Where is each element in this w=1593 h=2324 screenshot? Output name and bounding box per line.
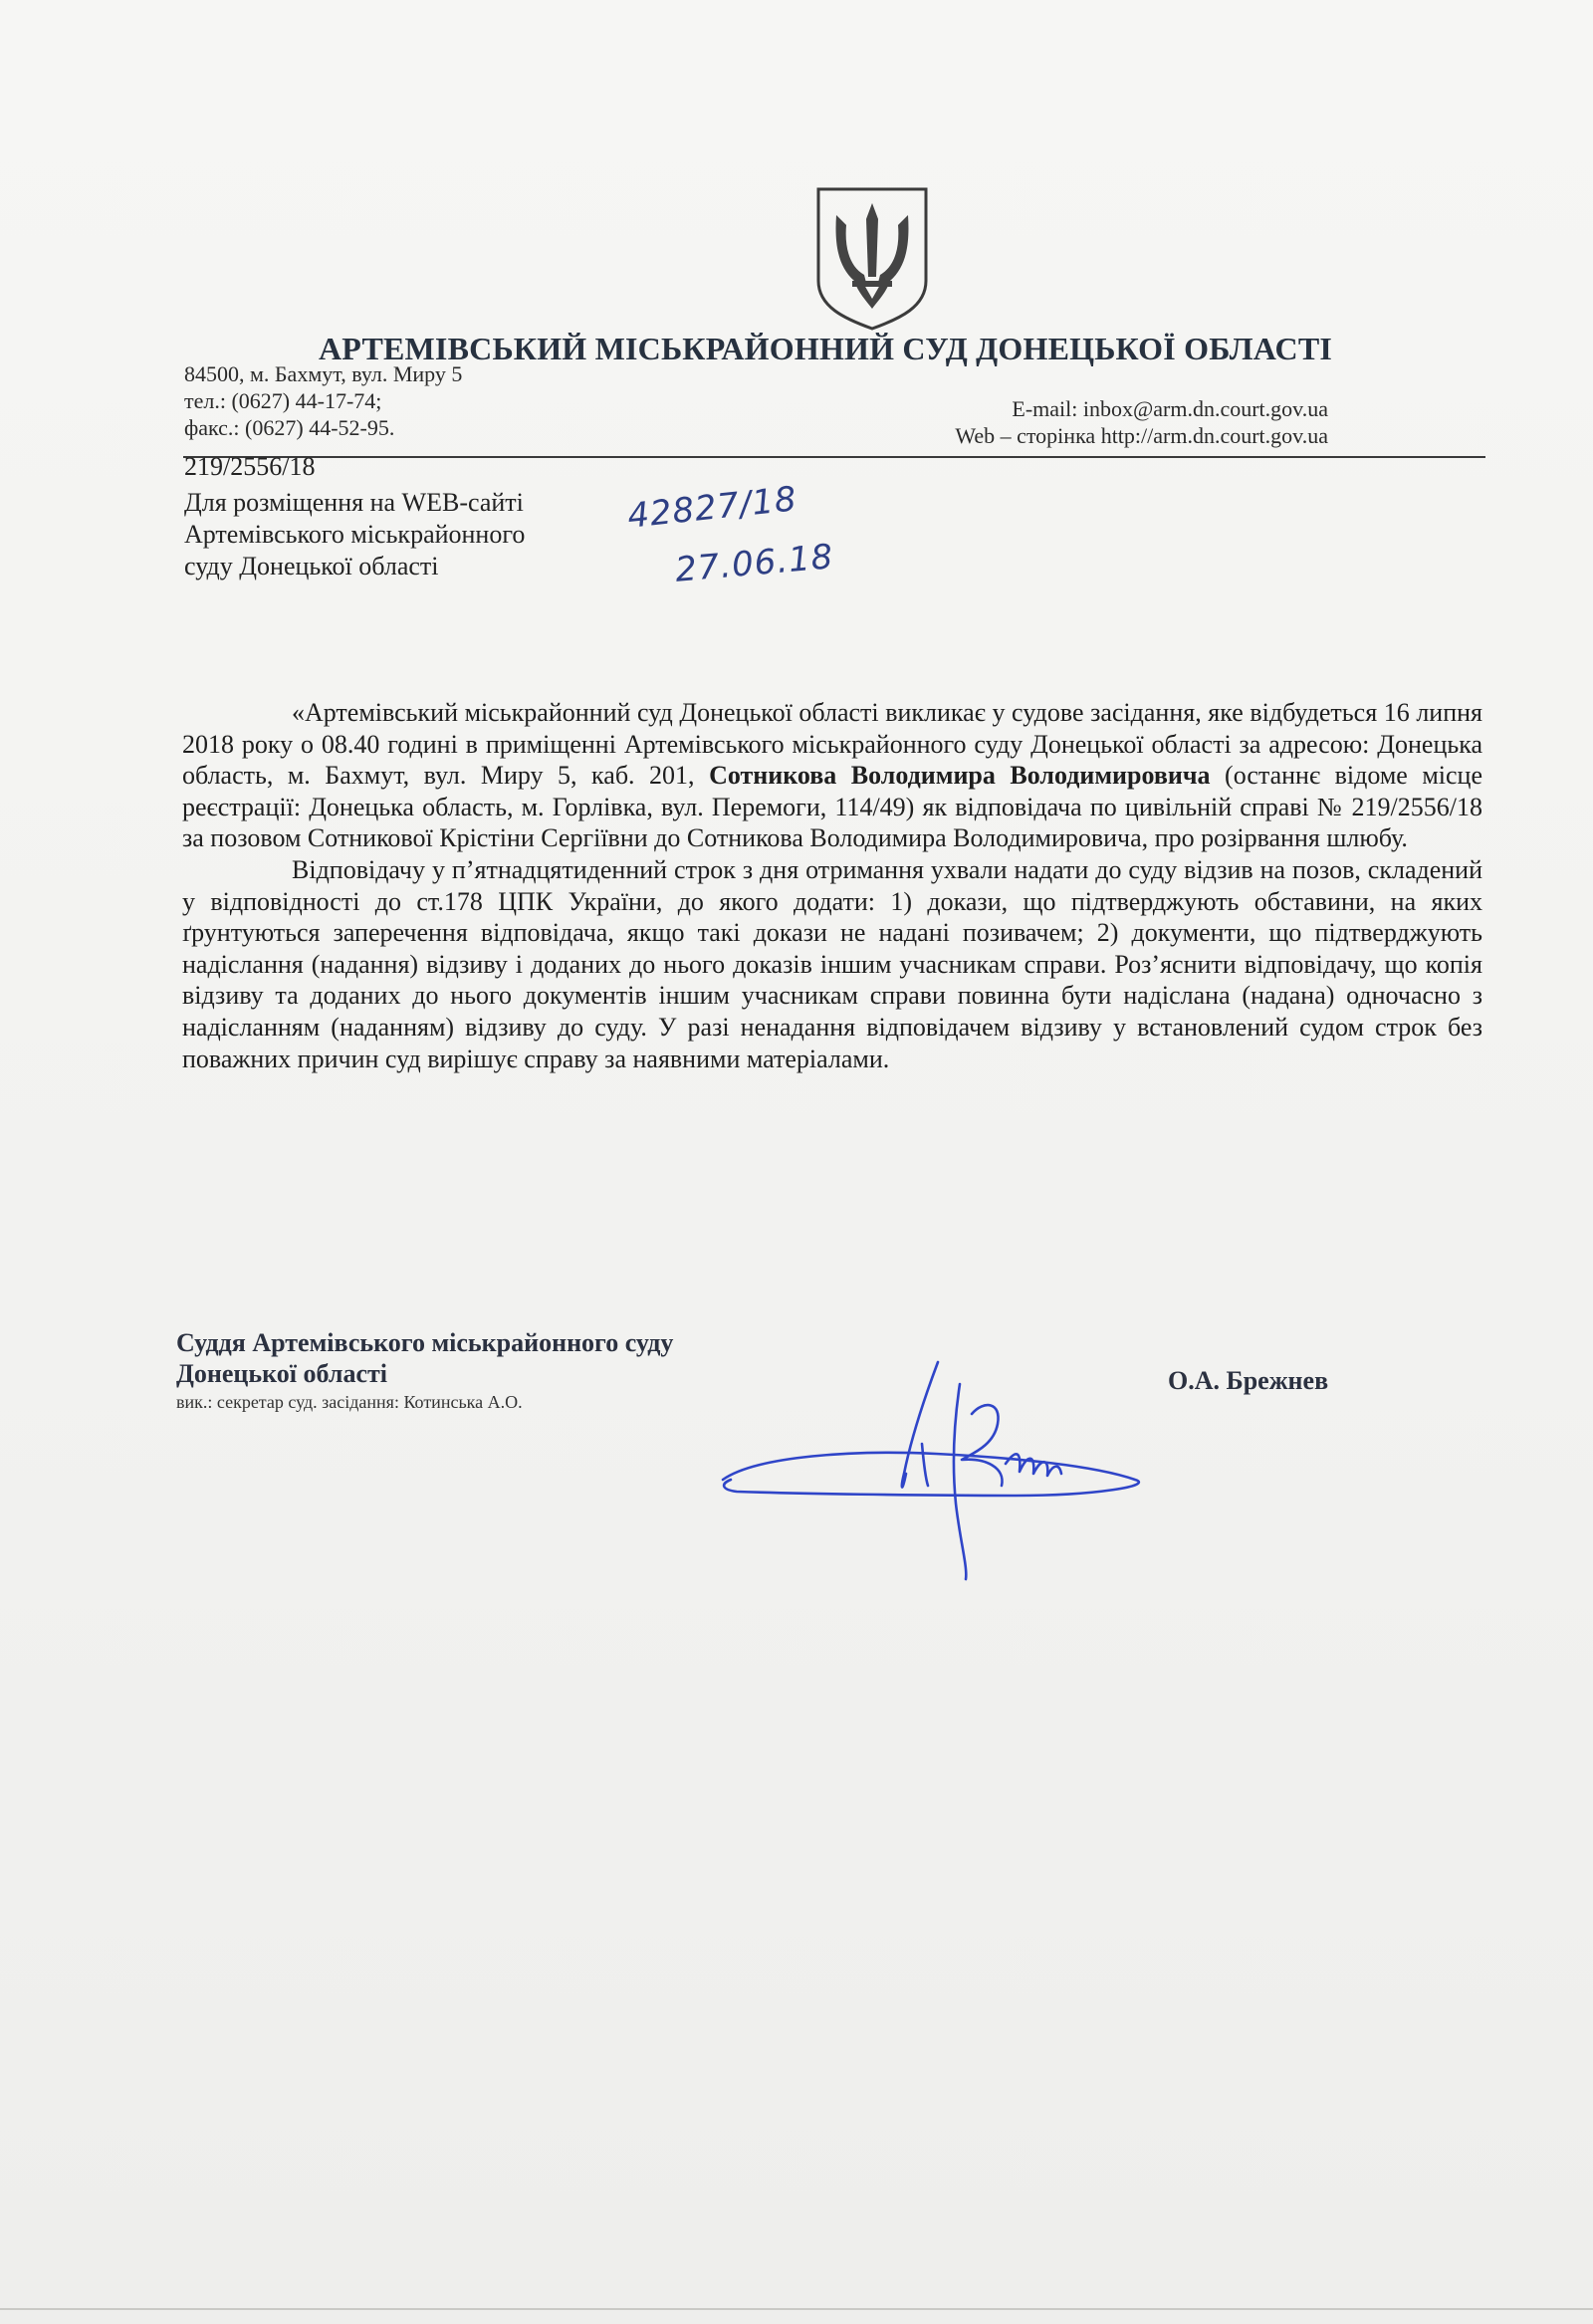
recipient-line: Артемівського міськрайонного — [184, 520, 526, 549]
court-phone: тел.: (0627) 44-17-74; — [184, 388, 382, 413]
trident-coat-of-arms-icon — [814, 185, 930, 331]
defendant-name: Сотникова Володимира Володимировича — [709, 761, 1211, 791]
judge-title-line: Донецької області — [176, 1359, 387, 1388]
paragraph-text: «Артемівський міськрайонний суд Донецької області викликає у судове засідання, яке відбудеться 16 липня 2018 року о 08.40 годині в приміщенні Артемівського міськрайонного суду Донецької області за адресою: Донецька область, м. Бахмут, вул. Миру 5, каб. 201, — [182, 698, 1482, 791]
summons-text — [182, 697, 1482, 1074]
judge-name: О.А. Брежнев — [1168, 1366, 1329, 1395]
paragraph: Відповідачу у п’ятнадцятиденний строк з дня отримання ухвали надати до суду відзив на позов, складений у відповідності до ст.178 ЦПК України, до якого додати: 1) докази, що підтверджують обставини, на яких ґрунтуються заперечення відповідача, якщо такі докази не надані позивачем; 2) документи, що підтверджують надіслання (надання) відзиву і доданих до нього доказів іншим учасникам справи. Роз’яснити відповідачу, що копія відзиву та доданих до нього документів іншим учасникам справи повинна бути надіслана (надана) одночасно з надісланням (наданням) відзиву до суду. У разі ненадання відповідачем відзиву у встановлений судом строк без поважних причин суд вирішує справу за наявними матеріалами. — [182, 854, 1482, 1073]
court-title: АРТЕМІВСЬКИЙ МІСЬКРАЙОННИЙ СУД ДОНЕЦЬКОЇ ОБЛАСТІ — [319, 331, 1333, 366]
recipient-block — [184, 487, 525, 582]
judge-title — [176, 1327, 673, 1389]
court-fax: факс.: (0627) 44-52-95. — [184, 415, 395, 440]
recipient-line: Для розміщення на WEB-сайті — [184, 488, 524, 517]
court-address: 84500, м. Бахмут, вул. Миру 5 — [184, 361, 463, 386]
handwritten-signature-icon — [717, 1354, 1175, 1583]
judge-title-line: Суддя Артемівського міськрайонного суду — [176, 1328, 674, 1357]
court-contacts-left — [184, 360, 462, 441]
page-edge — [0, 2308, 1593, 2310]
paragraph — [182, 697, 1482, 854]
case-number: 219/2556/18 — [184, 452, 316, 481]
paragraph-text: (останнє відоме місце реєстрації: Донецька область, м. Горлівка, вул. Перемоги, 114/49) як відповідача по цивільній справі № 219/2556/18 за позовом Сотникової Крістіни Сергіївни до Сотникова Володимира Володимировича, про розірвання шлюбу. — [182, 761, 1482, 853]
handwritten-date: 27.06.18 — [673, 537, 835, 590]
court-email: E-mail: inbox@arm.dn.court.gov.ua — [1012, 396, 1328, 421]
header-divider — [183, 456, 1485, 458]
handwritten-registration-number: 42827/18 — [625, 479, 799, 537]
executor-note: вик.: секретар суд. засідання: Котинська А.О. — [176, 1392, 523, 1412]
recipient-line: суду Донецької області — [184, 552, 439, 581]
court-website: Web – сторінка http://arm.dn.court.gov.ua — [955, 423, 1328, 448]
court-contacts-right — [955, 395, 1328, 449]
